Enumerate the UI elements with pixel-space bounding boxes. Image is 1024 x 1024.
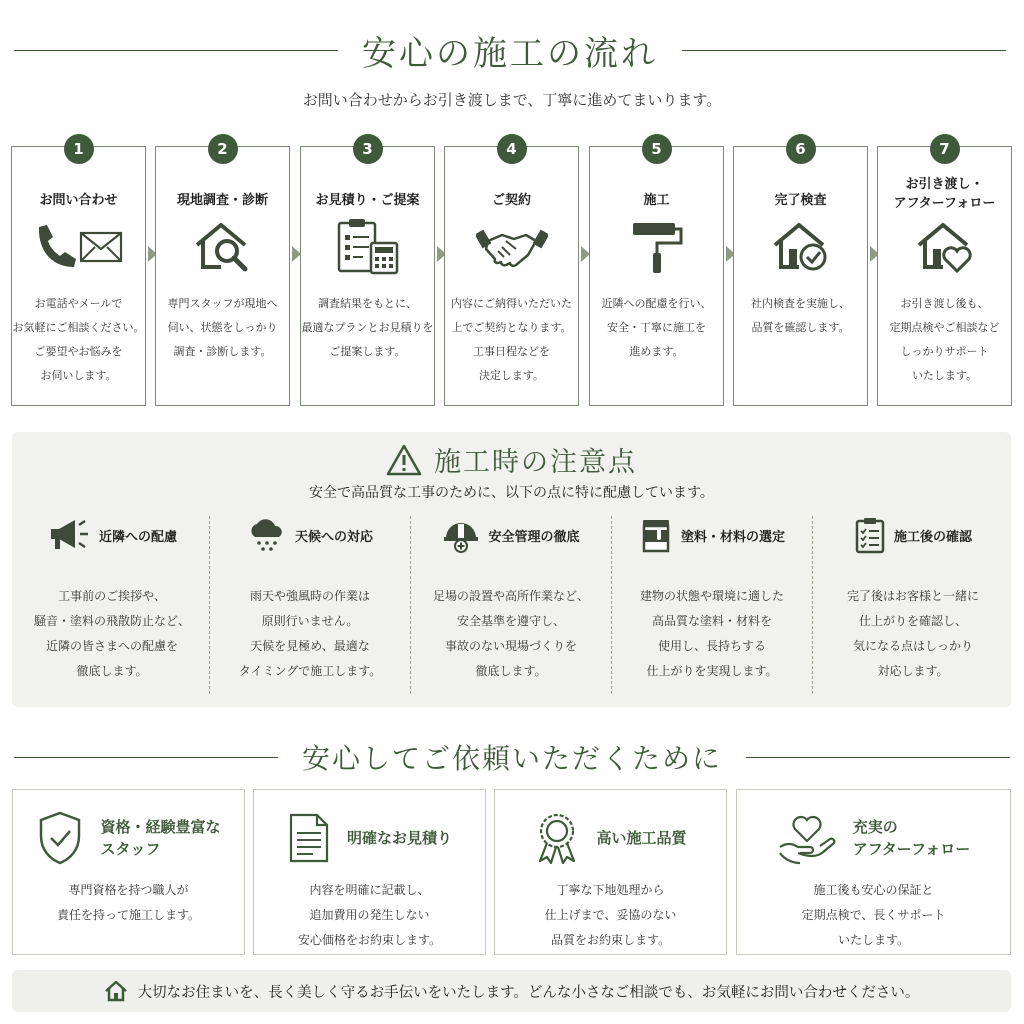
desc-line: 内容を明確に記載し、	[309, 883, 430, 897]
precaution-item-3	[411, 512, 611, 692]
step-number: 6	[786, 134, 816, 164]
title-rule-left	[14, 757, 278, 758]
desc-line: 仕上げまで、妥協のない	[544, 908, 677, 922]
desc-line: 近隣への配慮を行い、	[601, 297, 712, 310]
title-rule-left	[14, 50, 338, 51]
desc-line: タイミングで施工します。	[238, 664, 382, 678]
desc-line: 伺い、状態をしっかり	[167, 321, 278, 334]
desc-line: 丁寧な下地処理から	[556, 883, 665, 897]
desc-line: 徹底します。	[475, 664, 547, 678]
desc-line: 天候を見極め、最適な	[250, 639, 370, 653]
step-title: 現地調査・診断	[176, 193, 268, 208]
desc-line: 安心価格をお約束します。	[297, 933, 442, 947]
precautions-panel	[12, 432, 1011, 707]
desc-line: 建物の状態や環境に適した	[639, 589, 784, 603]
precautions-header	[12, 440, 1011, 479]
step-card-5	[589, 140, 724, 406]
precaution-head	[813, 512, 1013, 558]
desc-line: 社内検査を実施し、	[751, 297, 850, 310]
trust-desc	[495, 878, 726, 953]
title-line: 明確なお見積り	[346, 829, 452, 847]
trust-title: 安心してご依頼いただくために	[302, 742, 723, 775]
flow-title: 安心の施工の流れ	[362, 34, 658, 74]
desc-line: お引き渡し後も、	[900, 297, 989, 310]
desc-line: 事故のない現場づくりを	[444, 639, 577, 653]
checklist-icon	[854, 516, 886, 554]
desc-line: 騒音・塗料の飛散防止など、	[33, 614, 190, 628]
desc-line: 施工後も安心の保証と	[813, 883, 934, 897]
step-card-1	[11, 140, 146, 406]
title-line: お引き渡し・	[905, 177, 984, 192]
trust-title-text	[853, 816, 970, 860]
trust-head	[495, 808, 726, 868]
flow-steps	[11, 134, 1011, 406]
desc-line: 定期点検で、長くサポート	[801, 908, 946, 922]
desc-line: 定期点検やご相談など	[889, 321, 1000, 334]
desc-line: 専門資格を持つ職人が	[68, 883, 189, 897]
clipboard-calculator-icon	[318, 217, 418, 277]
trust-title-text	[347, 827, 452, 849]
paint-roller-icon	[607, 217, 707, 277]
title-line: アフターフォロー	[893, 196, 996, 211]
trust-head	[737, 808, 1010, 868]
step-card-3	[300, 140, 435, 406]
desc-line: 工事前のご挨拶や、	[58, 589, 166, 603]
flow-section-header	[0, 26, 1024, 75]
desc-line: 気になる点はしっかり	[852, 639, 973, 653]
desc-line: 仕上がりを実現します。	[646, 664, 778, 678]
desc-line: お伺いします。	[40, 369, 117, 382]
footer-bar	[12, 970, 1011, 1012]
precaution-label: 安全管理の徹底	[488, 529, 580, 545]
desc-line: しっかりサポート	[900, 345, 989, 358]
trust-title-text	[596, 827, 686, 849]
desc-line: 仕上がりを確認し、	[858, 614, 967, 628]
trust-desc	[737, 878, 1010, 953]
title-rule-right	[682, 50, 1006, 51]
step-card-7	[877, 140, 1012, 406]
precautions-title: 施工時の注意点	[434, 447, 637, 478]
desc-line: 責任を持って施工します。	[56, 908, 201, 922]
desc-line: 上でご契約となります。	[451, 321, 572, 334]
step-title: ご契約	[491, 193, 531, 208]
step-title: 施工	[643, 193, 670, 208]
footer-message: 大切なお住まいを、長く美しく守るお手伝いをいたします。どんな小さなご相談でも、お気軽にお問い合わせください。	[137, 984, 920, 1001]
title-rule-right	[746, 757, 1010, 758]
desc-line: 工事日程などを	[473, 345, 550, 358]
step-desc	[445, 292, 578, 388]
step-desc	[301, 292, 434, 364]
desc-line: お電話やメールで	[34, 297, 123, 310]
desc-line: 最適なプランとお見積りを	[301, 321, 434, 334]
trust-card-2	[253, 789, 486, 955]
step-number: 2	[208, 134, 238, 164]
paint-can-icon	[639, 516, 673, 554]
precaution-item-1	[12, 512, 212, 692]
step-title: お見積り・ご提案	[315, 193, 420, 208]
precaution-desc	[12, 584, 212, 684]
trust-title-text	[100, 816, 220, 860]
desc-line: 使用し、長持ちする	[657, 639, 766, 653]
desc-line: お気軽にご相談ください。	[12, 321, 145, 334]
trust-desc	[13, 878, 244, 928]
step-title: 完了検査	[774, 193, 827, 208]
safety-helmet-icon	[442, 516, 480, 554]
step-number: 7	[930, 134, 960, 164]
shield-check-icon	[36, 810, 84, 866]
step-number: 5	[642, 134, 672, 164]
step-title	[878, 175, 1011, 213]
warning-icon	[386, 444, 422, 476]
desc-line: 原則行いません。	[261, 614, 359, 628]
precaution-label: 近隣への配慮	[98, 529, 177, 545]
precaution-head	[612, 512, 812, 558]
precaution-label: 天候への対応	[294, 529, 373, 545]
desc-line: 専門スタッフが現地へ	[167, 297, 278, 310]
precautions-subtitle: 安全で高品質な工事のために、以下の点に特に配慮しています。	[309, 485, 714, 501]
title-line: 高い施工品質	[596, 829, 687, 847]
precaution-head	[12, 512, 212, 558]
desc-line: 品質をお約束します。	[550, 933, 671, 947]
desc-line: 決定します。	[478, 369, 545, 382]
desc-line: 安全基準を遵守し、	[456, 614, 565, 628]
desc-line: 安全・丁寧に施工を	[607, 321, 706, 334]
title-line: 資格・経験豊富な	[100, 818, 221, 836]
step-card-4	[444, 140, 579, 406]
trust-section-header	[0, 737, 1024, 777]
step-desc	[734, 292, 867, 340]
house-icon	[104, 980, 128, 1002]
step-number: 1	[64, 134, 94, 164]
title-line: 充実の	[852, 818, 898, 836]
step-number: 3	[353, 134, 383, 164]
desc-line: 品質を確認します。	[751, 321, 850, 334]
desc-line: 進めます。	[629, 345, 684, 358]
trust-head	[13, 808, 244, 868]
trust-desc	[254, 878, 485, 953]
house-check-icon	[751, 217, 851, 277]
desc-line: 雨天や強風時の作業は	[249, 589, 370, 603]
step-number: 4	[497, 134, 527, 164]
trust-card-4	[736, 789, 1011, 955]
step-desc	[590, 292, 723, 364]
precaution-desc	[612, 584, 812, 684]
desc-line: いたします。	[837, 933, 910, 947]
precaution-head	[210, 512, 410, 558]
trust-head	[254, 808, 485, 868]
house-heart-icon	[895, 217, 995, 277]
step-card-6	[733, 140, 868, 406]
phone-mail-icon	[29, 217, 129, 277]
step-desc	[12, 292, 145, 388]
desc-line: 高品質な塗料・材料を	[651, 614, 772, 628]
desc-line: ご提案します。	[329, 345, 406, 358]
trust-card-1	[12, 789, 245, 955]
desc-line: 近隣の皆さまへの配慮を	[45, 639, 178, 653]
desc-line: ご要望やお悩みを	[34, 345, 123, 358]
award-medal-icon	[534, 811, 580, 865]
step-desc	[156, 292, 289, 364]
desc-line: 足場の設置や高所作業など、	[432, 589, 589, 603]
precaution-desc	[411, 584, 611, 684]
step-card-2	[155, 140, 290, 406]
desc-line: 調査結果をもとに、	[318, 297, 417, 310]
hand-heart-icon	[777, 811, 837, 865]
desc-line: 完了後はお客様と一緒に	[846, 589, 979, 603]
precaution-item-4	[612, 512, 812, 692]
precaution-label: 塗料・材料の選定	[680, 529, 785, 545]
precaution-item-5	[813, 512, 1013, 692]
desc-line: 調査・診断します。	[173, 345, 272, 358]
precaution-label: 施工後の確認	[893, 529, 972, 545]
megaphone-icon	[47, 517, 91, 553]
desc-line: 内容にご納得いただいた	[451, 297, 572, 310]
step-title: お問い合わせ	[39, 193, 118, 208]
precaution-desc	[813, 584, 1013, 684]
precaution-item-2	[210, 512, 410, 692]
title-line: スタッフ	[100, 840, 161, 858]
rain-cloud-icon	[247, 517, 287, 553]
desc-line: いたします。	[911, 369, 978, 382]
document-icon	[287, 812, 331, 864]
desc-line: 追加費用の発生しない	[309, 908, 430, 922]
house-magnifier-icon	[173, 217, 273, 277]
handshake-icon	[462, 217, 562, 277]
desc-line: 対応します。	[877, 664, 949, 678]
precaution-head	[411, 512, 611, 558]
trust-card-3	[494, 789, 727, 955]
flow-subtitle: お問い合わせからお引き渡しまで、丁寧に進めてまいります。	[302, 91, 722, 109]
precaution-desc	[210, 584, 410, 684]
title-line: アフターフォロー	[852, 840, 971, 858]
desc-line: 徹底します。	[76, 664, 148, 678]
step-desc	[878, 292, 1011, 388]
